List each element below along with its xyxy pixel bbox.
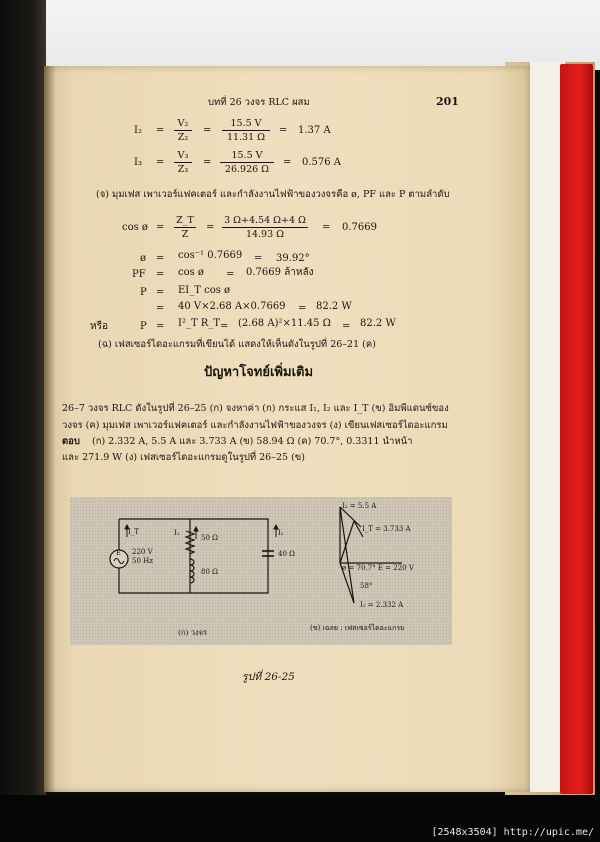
- eq-result: 82.2 W: [316, 301, 352, 312]
- eq-sign: =: [156, 125, 165, 136]
- figure-26-25: [70, 497, 452, 645]
- eq-mid: EI_T cos ø: [178, 285, 231, 296]
- it-label: I_T: [128, 528, 139, 536]
- i1-label: I₁: [174, 529, 180, 537]
- source-frequency: 50 Hz: [132, 557, 153, 565]
- eq-lhs: PF: [132, 269, 146, 280]
- problem-line-4: และ 271.9 W (ง) เฟสเซอร์ไดอะแกรมดูในรูปที่ 26–25 (ข): [62, 452, 305, 463]
- eq-sign: =: [220, 321, 229, 332]
- eq-lhs: I₂: [134, 125, 142, 136]
- eq-sign: =: [156, 303, 165, 314]
- eq-sign: =: [156, 287, 165, 298]
- eq-lhs: I₃: [134, 157, 142, 168]
- fraction-den: Z₃: [177, 163, 189, 175]
- fraction: [220, 151, 274, 174]
- fraction-num: V₂: [174, 119, 192, 131]
- spine-shadow: [44, 66, 56, 792]
- fraction-den: 14.93 Ω: [245, 228, 285, 240]
- fraction-num: 15.5 V: [222, 119, 270, 131]
- phasor-it-label: I_T = 3.733 A: [362, 525, 411, 533]
- eq-lhs: ø: [140, 253, 147, 264]
- eq-sign: =: [156, 321, 165, 332]
- problem-line-3: (ก) 2.332 A, 5.5 A และ 3.733 A (ข) 58.94 Ω (ค) 70.7°, 0.3311 นำหน้า: [92, 436, 413, 447]
- eq-sign: =: [283, 157, 292, 168]
- background-top: [0, 0, 600, 70]
- eq-sign: =: [254, 253, 263, 264]
- eq-lhs: P: [140, 287, 147, 298]
- eq-sign: =: [226, 269, 235, 280]
- red-book-cover: [560, 64, 593, 794]
- eq-lhs: P: [140, 321, 147, 332]
- circuit-caption: (ก) วงจร: [178, 628, 208, 637]
- eq-mid: cos ø: [178, 267, 204, 278]
- problem-line-2: วงจร (ค) มุมเฟส เพาเวอร์แฟคเตอร์ และกำลังงานไฟฟ้าของวงจร (ง) เขียนเฟสเซอร์ไดอะแกรม: [62, 420, 448, 431]
- eq-sign: =: [203, 125, 212, 136]
- footer-watermark: [2548x3504] http://upic.me/: [431, 827, 594, 838]
- eq-result: 82.2 W: [360, 318, 396, 329]
- fraction-den: Z: [181, 228, 189, 240]
- fraction-num: 15.5 V: [220, 151, 274, 163]
- eq-sign: =: [206, 222, 215, 233]
- fraction: [222, 119, 270, 142]
- fraction: [174, 119, 192, 142]
- eq-sign: =: [322, 222, 331, 233]
- eq-mid: I²_T R_T: [178, 318, 221, 329]
- phasor-angle-label: ø = 70.7° E = 220 V: [342, 564, 414, 572]
- fraction: [174, 151, 192, 174]
- inductor-symbol: [190, 559, 194, 583]
- eq-sign: =: [298, 303, 307, 314]
- eq-sign: =: [156, 253, 165, 264]
- eq-sign: =: [279, 125, 288, 136]
- eq-mid: (2.68 A)²×11.45 Ω: [238, 318, 331, 329]
- answer-label: ตอบ: [62, 436, 80, 447]
- part-k-text: (ฉ) เฟสเซอร์ไดอะแกรมที่เขียนได้ แสดงให้เห็นดังในรูปที่ 26–21 (ค): [98, 339, 376, 350]
- phasor-i2-label: I₂ = 5.5 A: [342, 502, 377, 510]
- fraction-num: V₃: [174, 151, 192, 163]
- eq-sign: =: [156, 157, 165, 168]
- eq-result: 0.7669: [342, 222, 377, 233]
- eq-result: 0.576 A: [302, 157, 342, 168]
- fraction-den: 11.31 Ω: [226, 131, 266, 143]
- eq-lhs: cos ø: [122, 222, 148, 233]
- eq-result: 0.7669 ล้าหลัง: [246, 267, 314, 278]
- section-title: ปัญหาโจทย์เพิ่มเติม: [204, 365, 314, 380]
- source-symbol-label: E: [116, 549, 121, 557]
- i2-label: I₂: [278, 529, 284, 537]
- phasor-i1-label: I₁ = 2.332 A: [360, 601, 404, 609]
- eq-sign: =: [156, 269, 165, 280]
- phasor-58-label: 58°: [360, 582, 373, 590]
- fraction: [174, 216, 196, 239]
- figure-caption: รูปที่ 26-25: [242, 671, 295, 683]
- background-left: [0, 0, 46, 842]
- fraction: [222, 216, 308, 239]
- eq-mid: cos⁻¹ 0.7669: [178, 250, 243, 261]
- eq-result: 39.92°: [276, 253, 310, 264]
- eq-sign: =: [203, 157, 212, 168]
- capacitor-value: 40 Ω: [278, 550, 295, 558]
- eq-sign: =: [156, 222, 165, 233]
- eq-prefix: หรือ: [90, 321, 108, 332]
- fraction-den: Z₂: [177, 131, 189, 143]
- eq-sign: =: [342, 321, 351, 332]
- problem-line-1: 26–7 วงจร RLC ดังในรูปที่ 26–25 (ก) จงหาค่า (ก) กระแส I₁, I₂ และ I_T (ข) อิมพีแดนซ์ของ: [62, 403, 449, 414]
- fraction-num: Z_T: [174, 216, 196, 228]
- phasor-caption: (ข) เฉลย : เฟสเซอร์ไดอะแกรม: [310, 624, 405, 632]
- resistor-value: 50 Ω: [201, 534, 218, 542]
- eq-mid: 40 V×2.68 A×0.7669: [178, 301, 286, 312]
- eq-result: 1.37 A: [298, 125, 331, 136]
- source-voltage: 220 V: [132, 548, 153, 556]
- fraction-num: 3 Ω+4.54 Ω+4 Ω: [222, 216, 308, 228]
- inductor-value: 80 Ω: [201, 568, 218, 576]
- part-j-text: (จ) มุมเฟส เพาเวอร์แฟคเตอร์ และกำลังงานไฟฟ้าของวงจรคือ ø, PF และ P ตามลำดับ: [96, 189, 450, 200]
- page-number: 201: [436, 95, 459, 108]
- fraction-den: 26.926 Ω: [224, 163, 270, 175]
- chapter-header: บทที่ 26 วงจร RLC ผสม: [208, 97, 310, 108]
